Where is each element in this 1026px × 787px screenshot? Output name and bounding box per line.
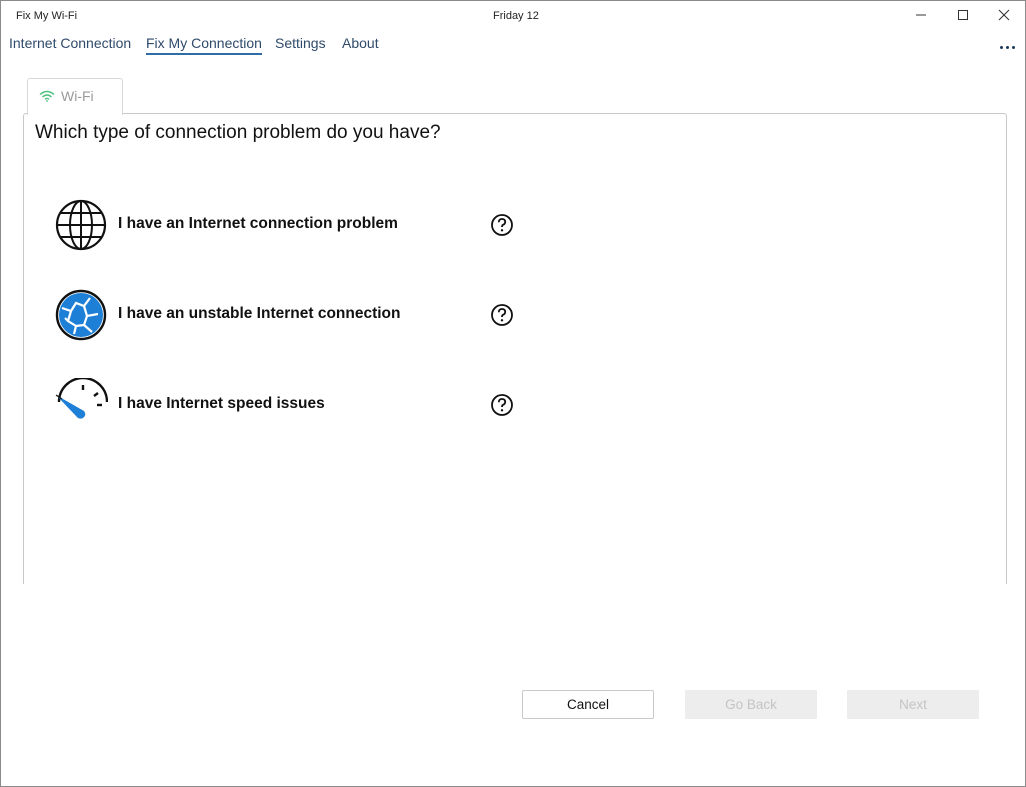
globe-icon (54, 198, 108, 252)
main-nav (1, 29, 1025, 63)
title-date: Friday 12 (493, 10, 539, 22)
app-title: Fix My Wi-Fi (16, 10, 78, 22)
option-connection-problem[interactable] (54, 198, 524, 252)
minimize-icon (915, 9, 927, 21)
close-icon (998, 9, 1010, 21)
broken-globe-icon (54, 288, 108, 342)
nav-settings[interactable]: Settings (275, 35, 326, 51)
nav-about[interactable]: About (342, 35, 379, 51)
option-label: I have an Internet connection problem (118, 215, 398, 232)
more-options-button[interactable] (994, 37, 1020, 57)
nav-fix-my-connection[interactable]: Fix My Connection (146, 35, 262, 55)
main-panel (23, 113, 1007, 584)
tab-label: Wi-Fi (61, 88, 94, 104)
option-label: I have an unstable Internet connection (118, 305, 401, 322)
more-icon (1000, 46, 1003, 49)
close-button[interactable] (984, 1, 1024, 29)
panel-fade (24, 524, 1006, 584)
go-back-button[interactable]: Go Back (685, 690, 817, 719)
next-button[interactable]: Next (847, 690, 979, 719)
help-icon[interactable] (490, 213, 514, 237)
help-icon[interactable] (490, 393, 514, 417)
minimize-button[interactable] (901, 1, 941, 29)
question-heading: Which type of connection problem do you have? (35, 122, 441, 143)
maximize-button[interactable] (943, 1, 983, 29)
cancel-button[interactable]: Cancel (522, 690, 654, 719)
option-unstable-connection[interactable] (54, 288, 524, 342)
nav-internet-connection[interactable]: Internet Connection (9, 35, 132, 51)
option-label: I have Internet speed issues (118, 395, 325, 412)
tab-wifi[interactable] (27, 78, 123, 115)
option-speed-issues[interactable] (54, 378, 524, 432)
speedometer-icon (54, 378, 108, 432)
maximize-icon (957, 9, 969, 21)
title-bar (1, 1, 1025, 29)
wifi-icon (39, 90, 55, 102)
help-icon[interactable] (490, 303, 514, 327)
